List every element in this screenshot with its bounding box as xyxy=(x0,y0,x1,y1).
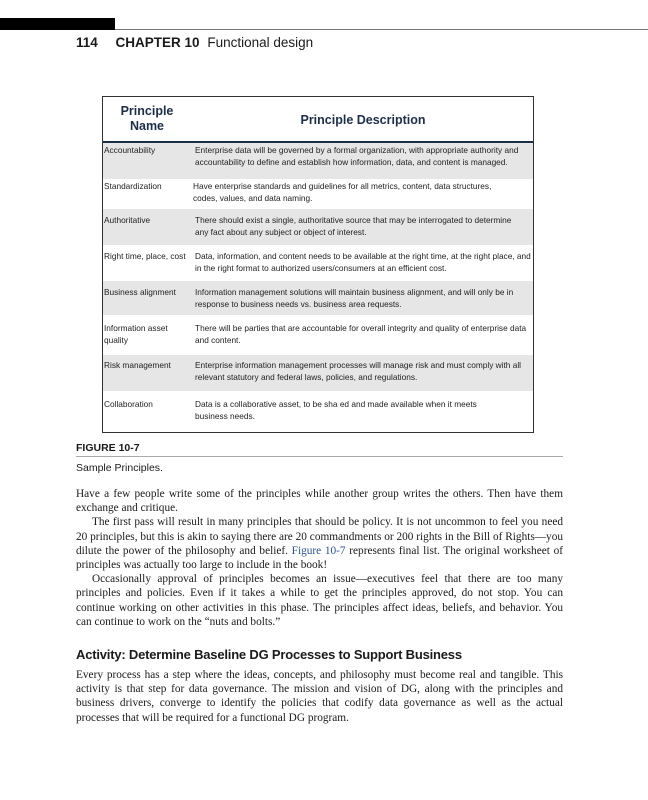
table-row xyxy=(103,281,533,315)
paragraph xyxy=(76,515,563,572)
table-row xyxy=(103,209,533,245)
principle-name: Risk management xyxy=(104,360,171,370)
principle-description: Information management solutions will maintain business alignment, and will only be in response to business needs vs. business area requests. xyxy=(195,287,514,309)
principles-table xyxy=(102,96,534,433)
figure-label: FIGURE 10-7 xyxy=(76,442,140,454)
principle-name: Authoritative xyxy=(104,215,151,225)
paragraph-text: represents final list. The original worksheet of principles was actually too large to include in the book! xyxy=(76,544,563,572)
chapter-title: Functional design xyxy=(207,35,314,50)
running-head xyxy=(76,35,313,50)
table-row xyxy=(103,393,533,429)
table-header xyxy=(103,97,533,143)
paragraph: Have a few people write some of the principles while another group writes the others. Then have them exchange and critique. xyxy=(76,488,563,515)
principle-description: Have enterprise standards and guidelines for all metrics, content, data structures, codes, values, and data naming. xyxy=(193,181,492,203)
page-top-rule xyxy=(115,29,648,30)
page-number: 114 xyxy=(76,35,98,50)
figure-caption-rule xyxy=(76,456,563,457)
table-row xyxy=(103,317,533,353)
principle-name: Right time, place, cost xyxy=(104,251,186,261)
principle-description: There should exist a single, authoritative source that may be interrogated to determine any fact about any subject or object of interest. xyxy=(195,215,512,237)
principle-description: There will be parties that are accountable for overall integrity and quality of enterprise data and content. xyxy=(195,323,527,345)
principle-name: Business alignment xyxy=(104,287,176,297)
principle-name: Collaboration xyxy=(104,399,153,409)
table-row xyxy=(103,355,533,391)
principle-name: Standardization xyxy=(104,181,162,191)
principle-description: Data is a collaborative asset, to be sha ed and made available when it meets business needs. xyxy=(195,399,477,421)
table-row xyxy=(103,143,533,179)
body-section-1 xyxy=(76,487,563,629)
figure-caption: Sample Principles. xyxy=(76,462,163,474)
table-row xyxy=(103,245,533,279)
paragraph: Occasionally approval of principles becomes an issue—executives feel that there are too many principles and policies. Even if it takes a while to get the principles approved, do not stop. You can continue working on other activities in this phase. The principles affect ideas, beliefs, and behavior. You can continue to work on the “nuts and bolts.” xyxy=(76,573,563,628)
chapter-number: CHAPTER 10 xyxy=(115,35,200,50)
principle-name: Information asset quality xyxy=(104,323,168,345)
section-heading: Activity: Determine Baseline DG Processes to Support Business xyxy=(76,647,462,662)
figure-reference-link[interactable]: Figure 10-7 xyxy=(291,544,346,557)
paragraph: Every process has a step where the ideas, concepts, and philosophy must become real and tangible. This activity is that step for data governance. The mission and vision of DG, along with the principles and business drivers, converge to identify the policies that codify data governance as well as the actual processes that will be required for a functional DG program. xyxy=(76,669,563,724)
principle-description: Enterprise information management processes will manage risk and must comply with all relevant statutory and federal laws, policies, and regulations. xyxy=(195,360,522,382)
paragraph-text: The first pass will result in many principles that should be policy. It is not uncommon to feel you need 20 principles, but this is akin to saying there are 20 commandments or 200 rights in the Bill of Rights—you dilute the power of the philosophy and belief. xyxy=(76,516,563,557)
page-top-bar xyxy=(0,18,115,30)
header-principle-name: Principle Name xyxy=(120,104,174,133)
principle-name: Accountability xyxy=(104,145,156,155)
header-principle-description: Principle Description xyxy=(300,113,426,127)
body-section-2 xyxy=(76,668,563,725)
principle-description: Enterprise data will be governed by a formal organization, with appropriate authority and accountability to define and establish how information, data, and content is managed. xyxy=(195,145,519,167)
principle-description: Data, information, and content needs to be available at the right time, at the right place, and in the right format to authorized users/consumers at an efficient cost. xyxy=(195,251,531,273)
table-row xyxy=(103,179,533,209)
